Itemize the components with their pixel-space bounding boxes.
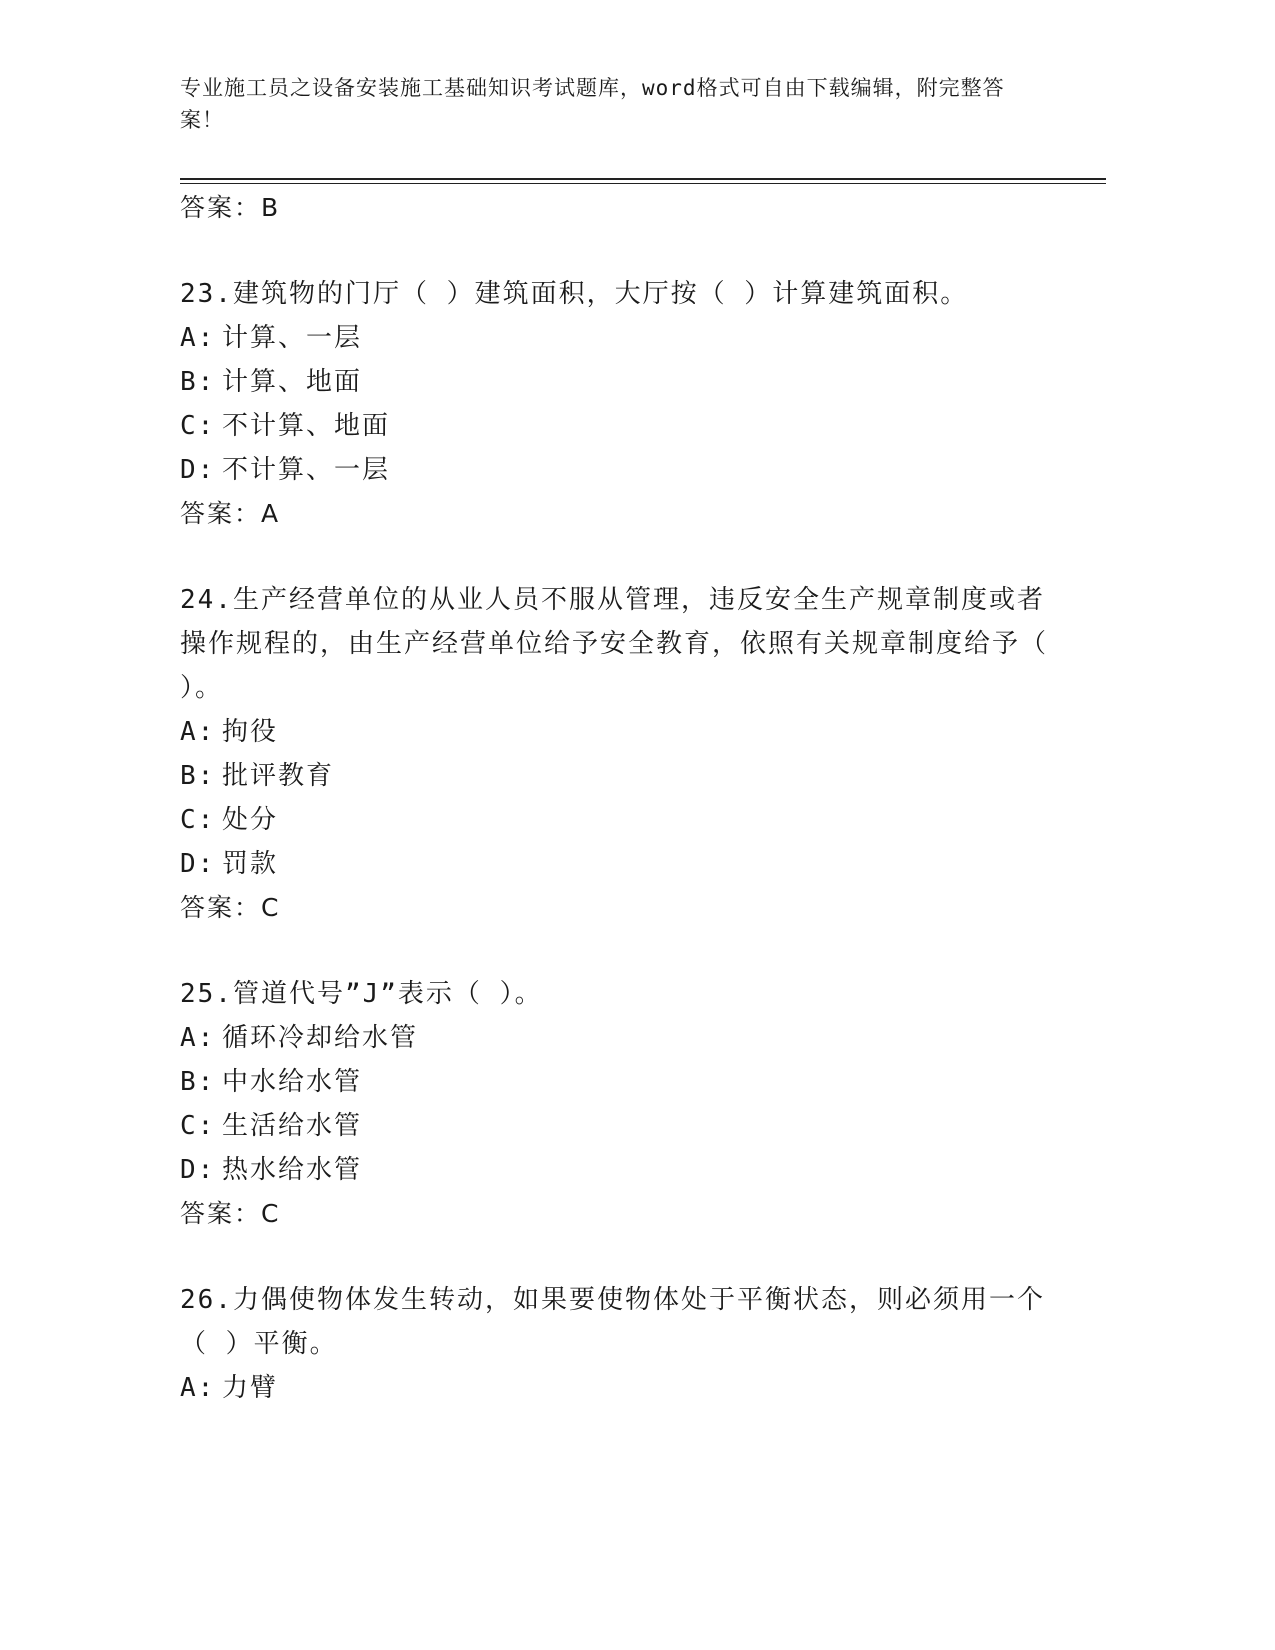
option-text: 罚款: [222, 849, 279, 879]
option-text: 处分: [222, 805, 279, 835]
spacer: [180, 536, 1060, 578]
question-block: [180, 972, 1060, 1236]
option-c: [180, 798, 1060, 842]
option-text: 拘役: [222, 717, 279, 747]
option-d: [180, 842, 1060, 886]
option-d: [180, 1148, 1060, 1192]
option-text: 生活给水管: [222, 1111, 363, 1141]
option-a: [180, 1366, 1060, 1410]
option-key: B:: [180, 367, 216, 397]
header-rule-thin: [180, 183, 1106, 184]
option-key: A:: [180, 717, 216, 747]
option-a: [180, 1016, 1060, 1060]
option-d: [180, 448, 1060, 492]
question-list: [180, 186, 1060, 1410]
option-key: D:: [180, 849, 216, 879]
spacer: [180, 1236, 1060, 1278]
option-key: D:: [180, 455, 216, 485]
option-key: A:: [180, 323, 216, 353]
option-text: 不计算、一层: [222, 455, 391, 485]
question-block: [180, 272, 1060, 536]
option-text: 中水给水管: [222, 1067, 363, 1097]
option-key: C:: [180, 1111, 216, 1141]
option-text: 循环冷却给水管: [222, 1023, 419, 1053]
header-rule-thick: [180, 178, 1106, 180]
option-key: B:: [180, 1067, 216, 1097]
spacer: [180, 230, 1060, 272]
question-text: 26.力偶使物体发生转动，如果要使物体处于平衡状态，则必须用一个（ ）平衡。: [180, 1285, 1045, 1359]
answer-line: 答案：C: [180, 1199, 281, 1228]
option-a: [180, 316, 1060, 360]
option-text: 力臂: [222, 1373, 279, 1403]
option-text: 不计算、地面: [222, 411, 391, 441]
question-text: 23.建筑物的门厅（ ）建筑面积，大厅按（ ）计算建筑面积。: [180, 279, 969, 309]
option-c: [180, 404, 1060, 448]
answer-line: 答案：C: [180, 893, 281, 922]
option-key: A:: [180, 1373, 216, 1403]
option-c: [180, 1104, 1060, 1148]
option-b: [180, 1060, 1060, 1104]
question-text: 24.生产经营单位的从业人员不服从管理，违反安全生产规章制度或者操作规程的，由生产经营单位给予安全教育，依照有关规章制度给予（ ）。: [180, 585, 1049, 703]
option-b: [180, 360, 1060, 404]
option-key: B:: [180, 761, 216, 791]
document-header: 专业施工员之设备安装施工基础知识考试题库，word格式可自由下载编辑，附完整答案！: [180, 76, 1005, 132]
spacer: [180, 930, 1060, 972]
option-key: C:: [180, 805, 216, 835]
option-text: 计算、地面: [222, 367, 363, 397]
question-block: [180, 578, 1060, 930]
option-text: 批评教育: [222, 761, 335, 791]
option-key: A:: [180, 1023, 216, 1053]
option-key: C:: [180, 411, 216, 441]
option-b: [180, 754, 1060, 798]
question-block: [180, 1278, 1060, 1410]
option-key: D:: [180, 1155, 216, 1185]
option-text: 计算、一层: [222, 323, 363, 353]
option-a: [180, 710, 1060, 754]
question-text: 25.管道代号”J”表示（ ）。: [180, 979, 543, 1009]
answer-line: 答案：B: [180, 193, 281, 222]
answer-line: 答案：A: [180, 499, 281, 528]
option-text: 热水给水管: [222, 1155, 363, 1185]
